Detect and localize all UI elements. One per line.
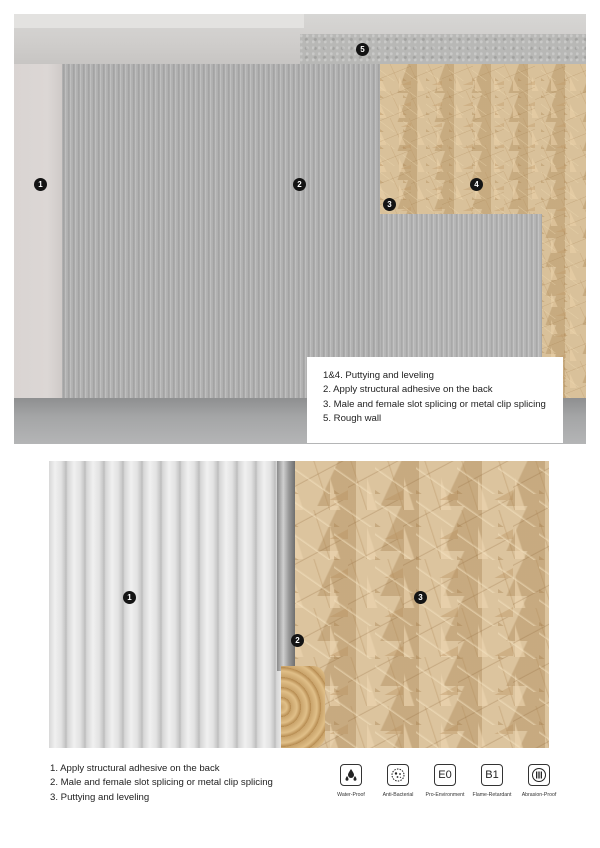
marker-2: 2 [293,178,306,191]
installation-photo-wall [14,14,586,444]
feature-water-proof [326,764,376,798]
top-caption-line: 3. Male and female slot splicing or metal clip splicing [323,398,546,410]
bottom-caption-line: 3. Puttying and leveling [50,791,150,803]
marker-4: 4 [470,178,483,191]
top-caption-box [307,357,563,443]
installation-photo-closeup [49,461,549,748]
osb-board-closeup [293,461,549,748]
marker-1: 1 [123,591,136,604]
fluted-panel-closeup [49,461,285,748]
marker-3: 3 [383,198,396,211]
marker-5: 5 [356,43,369,56]
top-caption-line: 1&4. Puttying and leveling [323,370,434,381]
marker-3: 3 [414,591,427,604]
marker-2: 2 [291,634,304,647]
abrasion-icon [528,764,550,786]
b1-icon: B1 [481,764,503,786]
feature-pro-environment [420,764,470,798]
ceiling-step [14,14,304,28]
bottom-caption-line: 1. Apply structural adhesive on the back [50,763,220,774]
top-caption-line: 5. Rough wall [323,413,382,425]
top-caption-line: 2. Apply structural adhesive on the back [323,384,493,396]
puttied-wall-area [14,64,62,414]
feature-icons [326,764,566,814]
feature-label: Flame-Retardant [472,792,512,798]
feature-label: Anti-Bacterial [382,792,414,798]
bottom-caption-line: 2. Male and female slot splicing or metal clip splicing [50,777,273,789]
bottom-caption [50,762,330,805]
bacteria-icon [387,764,409,786]
e0-icon: E0 [434,764,456,786]
feature-label: Pro-Environment [425,792,465,798]
feature-label: Abrasion-Proof [521,792,557,798]
water-drops-icon [340,764,362,786]
feature-abrasion-proof [514,764,564,798]
marker-1: 1 [34,178,47,191]
feature-flame-retardant [467,764,517,798]
feature-label: Water-Proof [337,792,365,798]
feature-anti-bacterial [373,764,423,798]
panel-edge-profile [281,666,325,748]
